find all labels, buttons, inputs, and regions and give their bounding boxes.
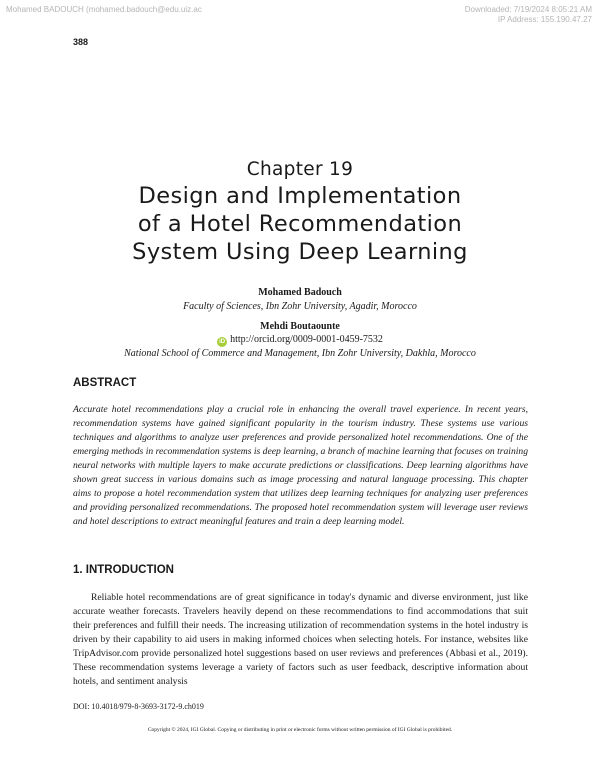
ip-address: IP Address: 155.190.47.27 <box>497 15 592 24</box>
title-line: Design and Implementation <box>138 183 462 209</box>
title-line: of a Hotel Recommendation <box>137 211 463 237</box>
introduction-text: Reliable hotel recommendations are of great significance in today's dynamic and diverse environment, just like accurate weather forecasts. Travelers heavily depend on these recommendations to find accommodations that suit their preferences and fulfill their needs. The increasing utilization of recommendation systems in the hotel industry is driven by their capability to aid users in making informed choices when selecting hotels. For instance, websites like TripAdvisor.com provide personalized hotel suggestions based on user reviews and preferences (Abbasi et al., 2019). These recommendation systems leverage a variety of factors such as user feedback, descriptive information about hotels, and sentiment analysis <box>73 592 528 687</box>
chapter-title <box>0 182 600 266</box>
abstract-heading: ABSTRACT <box>73 377 137 389</box>
title-line: System Using Deep Learning <box>132 239 468 265</box>
author-name: Mohamed Badouch <box>258 287 342 298</box>
orcid-icon[interactable]: iD <box>219 339 226 345</box>
orcid-link[interactable]: http://orcid.org/0009-0001-0459-7532 <box>230 334 383 345</box>
download-watermark-info <box>465 5 592 25</box>
introduction-heading: 1. INTRODUCTION <box>73 564 174 576</box>
download-watermark-user: Mohamed BADOUCH (mohamed.badouch@edu.uiz.ac <box>6 5 202 14</box>
abstract-text: Accurate hotel recommendations play a crucial role in enhancing the overall travel experience. In recent years, recommendation systems have gained significant popularity in the tourism industry. These systems use various techniques and algorithms to analyze user preferences and provide personalized hotel recommendations. One of the emerging methods in recommendation systems is deep learning, a branch of machine learning that focuses on training neural networks with multiple layers to make accurate predictions or classifications. Deep learning algorithms have shown great success in various domains such as image processing and natural language processing. This chapter aims to propose a hotel recommendation system that utilizes deep learning techniques for analyzing user preferences and providing personalized recommendations. The proposed hotel recommendation system will leverage user reviews and hotel descriptions to extract meaningful features and train a deep learning model. <box>73 404 528 527</box>
doi: DOI: 10.4018/979-8-3693-3172-9.ch019 <box>73 702 204 711</box>
author-affiliation: National School of Commerce and Management, Ibn Zohr University, Dakhla, Morocco <box>124 348 476 359</box>
copyright-notice: Copyright © 2024, IGI Global. Copying or distributing in print or electronic forms without written permission of IGI Global is prohibited. <box>147 727 453 733</box>
orcid-line <box>0 334 600 347</box>
author-affiliation: Faculty of Sciences, Ibn Zohr University, Agadir, Morocco <box>183 301 417 312</box>
download-timestamp: Downloaded: 7/19/2024 8:05:21 AM <box>464 5 592 14</box>
chapter-label: Chapter 19 <box>246 159 354 180</box>
page-number: 388 <box>73 37 89 47</box>
author-name: Mehdi Boutaounte <box>260 321 340 332</box>
